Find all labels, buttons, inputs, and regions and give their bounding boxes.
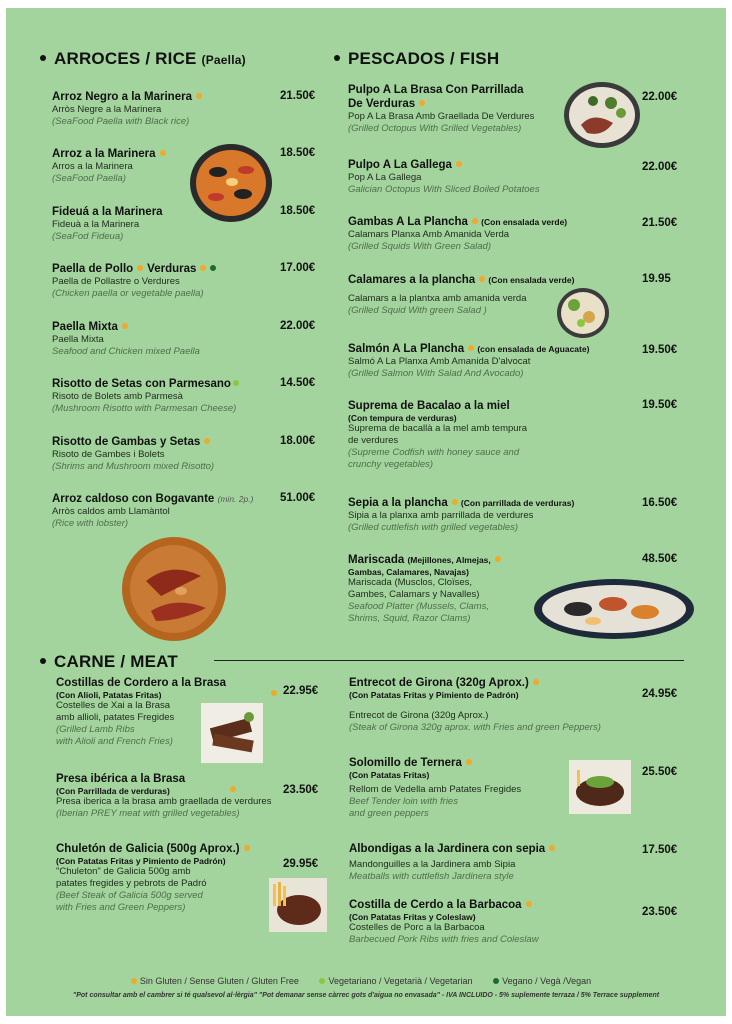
menu-item: Suprema de Bacalao a la miel (Con tempura de verduras) Suprema de bacallà a la mel amb tempura de verdures (Supreme Codfish with honey sauce and crunchy vegetables): [348, 400, 528, 470]
gluten-free-icon: [468, 345, 474, 351]
section-meat-title: CARNE / MEAT: [40, 652, 178, 672]
menu-item: Chuletón de Galicia (500g Aprox.) (Con Patatas Fritas y Pimiento de Padrón) "Chuleton" de Galicia 500g amb patates fregides y pebrots de Padró (Beef Steak of Galicia 500g served with Fries and Green Peppers): [56, 842, 250, 914]
menu-item: Costillas de Cordero a la Brasa (Con Alioli, Patatas Fritas) Costelles de Xai a la Brasa amb allioli, patates Fregides (Grilled Lamb Ribs with Alioli and French Fries): [56, 676, 277, 748]
section-divider: [214, 660, 684, 661]
price: 24.95€: [642, 688, 678, 700]
price: 21.50€: [642, 217, 678, 229]
price: 21.50€: [280, 90, 316, 102]
menu-item: Risotto de Gambas y Setas Risoto de Gambes i Bolets (Shrims and Mushroom mixed Risotto): [52, 436, 215, 472]
menu-item: Entrecot de Girona (320g Aprox.) (Con Patatas Fritas y Pimiento de Padrón) Entrecot de Girona (320g Aprox.) (Steak of Girona 320g aprox. with Fries and green Peppers): [349, 677, 601, 733]
grilled-octopus-photo: [563, 81, 641, 149]
vegetarian-icon: [319, 978, 325, 984]
price: 17.00€: [280, 262, 316, 274]
gluten-free-icon: [419, 100, 425, 106]
price: 22.00€: [642, 91, 678, 103]
menu-item: Pulpo A La Brasa Con Parrillada De Verduras Pop A La Brasa Amb Graellada De Verdures (Grilled Octopus With Grilled Vegetables): [348, 84, 535, 134]
price: 18.00€: [280, 435, 316, 447]
gluten-free-icon: [204, 438, 210, 444]
price: 22.00€: [642, 161, 678, 173]
price: 48.50€: [642, 553, 678, 565]
gluten-free-icon: [122, 323, 128, 329]
section-rice-title: ARROCES / RICE (Paella): [40, 49, 246, 69]
menu-item: Pulpo A La Gallega Pop A La Gallega Galician Octopus With Sliced Boiled Potatoes: [348, 159, 540, 195]
gluten-free-icon: [131, 978, 137, 984]
menu-item: Albondigas a la Jardinera con sepia Mandonguilles a la Jardinera amb Sipia Meatballs with cuttlefish Jardinera style: [349, 842, 555, 883]
gluten-free-icon: [526, 901, 532, 907]
price: 19.50€: [642, 344, 678, 356]
gluten-free-icon: [533, 679, 539, 685]
menu-item: Solomillo de Ternera (Con Patatas Fritas) Rellom de Vedella amb Patates Fregides Beef Tender loin with fries and green peppers: [349, 757, 522, 819]
menu-item: Calamares a la plancha (Con ensalada verde) Calamars a la plantxa amb amanida verda (Grilled Squid With green Salad ): [348, 274, 575, 316]
gluten-free-icon: [479, 276, 485, 282]
price: 22.95€: [283, 685, 319, 697]
vegan-icon: [210, 265, 216, 271]
gluten-free-icon: [452, 499, 458, 505]
footer-note: "Pot consultar amb el cambrer si té qualsevol al·lèrgia" "Pot demanar sense càrrec gots d'aigua no envasada" - IVA INCLUIDO - 5% suplemente terraza / 5% Terrace supplement: [72, 992, 660, 999]
menu-item: Arroz caldoso con Bogavante (min. 2p.) Arròs caldos amb Llamàntol (Rice with lobster): [52, 493, 254, 529]
gluten-free-icon: [196, 93, 202, 99]
price: 16.50€: [642, 497, 678, 509]
gluten-free-icon: [472, 218, 478, 224]
menu-item: Risotto de Setas con Parmesano Risoto de Bolets amb Parmesà (Mushroom Risotto with Parmesan Cheese): [52, 377, 239, 415]
price: 19.50€: [642, 399, 678, 411]
menu-item: Arroz Negro a la Marinera Arròs Negre a la Marinera (SeaFood Paella with Black rice): [52, 90, 202, 128]
gluten-free-icon: [456, 161, 462, 167]
calamari-photo: [556, 287, 610, 339]
gluten-free-icon: [549, 845, 555, 851]
price: 22.00€: [280, 320, 316, 332]
seafood-paella-photo: [188, 142, 274, 224]
menu-item: Sepia a la plancha (Con parrillada de verduras) Sipia a la planxa amb parrillada de verdures (Grilled cuttlefish with grilled vegetables): [348, 497, 575, 533]
price: 23.50€: [642, 906, 678, 918]
price: 19.95: [642, 273, 671, 285]
menu-item: Gambas A La Plancha (Con ensalada verde) Calamars Planxa Amb Amanida Verda (Grilled Squids With Green Salad): [348, 216, 568, 252]
gluten-free-icon: [200, 265, 206, 271]
menu-page: [6, 8, 726, 1016]
price: 14.50€: [280, 377, 316, 389]
gluten-free-icon: [271, 690, 277, 696]
price: 25.50€: [642, 766, 678, 778]
menu-item: Paella Mixta Paella Mixta Seafood and Chicken mixed Paella: [52, 321, 200, 357]
gluten-free-icon: [160, 150, 166, 156]
vegetarian-icon: [233, 380, 239, 386]
menu-item: Mariscada (Mejillones, Almejas, Gambas, Calamares, Navajas) Mariscada (Musclos, Cloïses, Gambes, Calamars y Navalles) Seafood Platter (Mussels, Clams, Shrims, Squid, Razor Clams): [348, 553, 501, 625]
seafood-platter-photo: [533, 576, 695, 642]
lamb-ribs-photo: [201, 703, 263, 763]
price: 51.00€: [280, 492, 316, 504]
price: 29.95€: [283, 858, 319, 870]
gluten-free-icon: [466, 759, 472, 765]
menu-item: Salmón A La Plancha (con ensalada de Aguacate) Salmó A La Planxa Amb Amanida D'alvocat (Grilled Salmon With Salad And Avocado): [348, 343, 590, 379]
price: 18.50€: [280, 205, 316, 217]
gluten-free-icon: [230, 786, 236, 792]
beef-steak-photo: [269, 878, 327, 932]
legend: Sin Gluten / Sense Gluten / Gluten Free Vegetariano / Vegetarià / Vegetarian Vegano / Vegà /Vegan: [6, 976, 726, 986]
menu-item: Costilla de Cerdo a la Barbacoa (Con Patatas Fritas y Coleslaw) Costelles de Porc a la Barbacoa Barbecued Pork Ribs with fries and Coleslaw: [349, 899, 539, 945]
menu-item: Fideuá a la Marinera Fideuà a la Marinera (SeaFod Fideua): [52, 206, 163, 242]
beef-tenderloin-photo: [569, 760, 631, 814]
price: 18.50€: [280, 147, 316, 159]
gluten-free-icon: [244, 845, 250, 851]
vegan-icon: [493, 978, 499, 984]
menu-item: Arroz a la Marinera Arros a la Marinera (SeaFood Paella): [52, 147, 166, 185]
section-fish-title: PESCADOS / FISH: [334, 49, 499, 69]
menu-item: Paella de Pollo Verduras Paella de Pollastre o Verdures (Chicken paella or vegetable paella): [52, 262, 216, 300]
gluten-free-icon: [137, 265, 143, 271]
price: 17.50€: [642, 844, 678, 856]
lobster-rice-photo: [121, 536, 227, 642]
gluten-free-icon: [495, 556, 501, 562]
price: 23.50€: [283, 784, 319, 796]
menu-item: Presa ibérica a la Brasa (Con Parrillada de verduras) Presa iberica a la brasa amb graellada de verdures (Iberian PREY meat with grilled vegetables): [56, 773, 272, 819]
